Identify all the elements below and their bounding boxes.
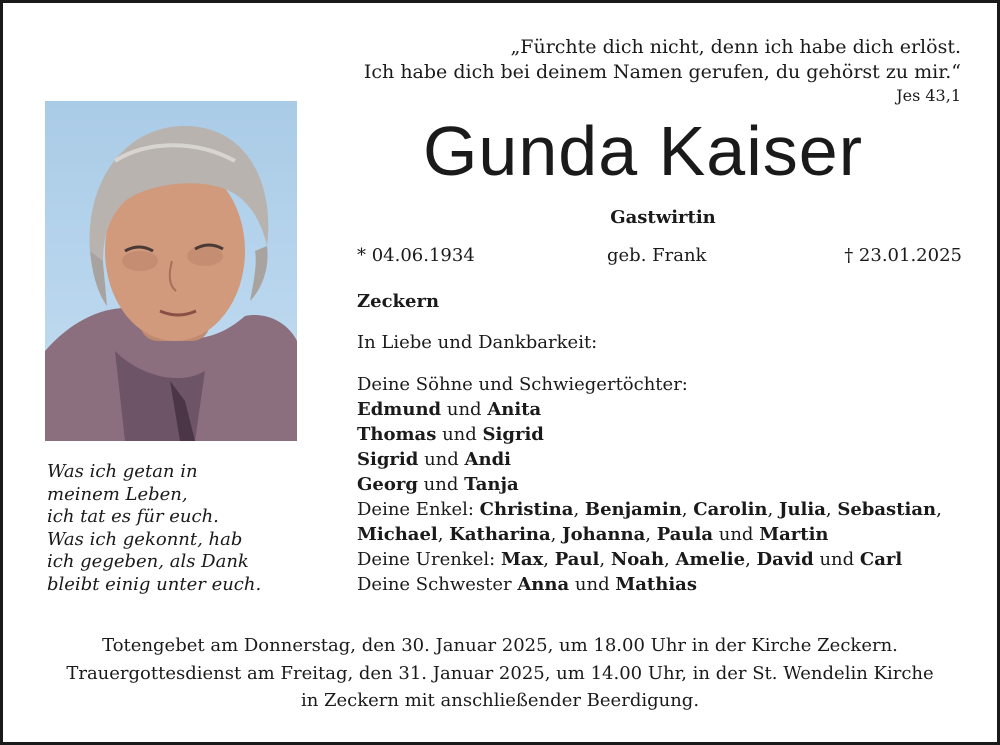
and-word: und	[423, 474, 459, 495]
family-name: Tanja	[464, 474, 519, 495]
and-word: und	[442, 424, 477, 445]
family-name: Sigrid	[482, 424, 544, 445]
bible-verse	[364, 35, 961, 107]
and-word: und	[574, 574, 610, 595]
great-grandchild-name: Paul	[554, 549, 600, 570]
grandchildren-line-1: Deine Enkel: Christina, Benjamin, Carolin, Julia, Sebastian,	[357, 499, 942, 520]
sister-line	[357, 572, 942, 597]
family-name: Mathias	[615, 574, 697, 595]
couple-line	[357, 422, 942, 447]
family-name: Georg	[357, 474, 418, 495]
great-grandchild-name: Carl	[859, 549, 903, 570]
grandchildren-line-2: Michael, Katharina, Johanna, Paula und Martin	[357, 524, 829, 545]
poem-line: bleibt einig unter euch.	[47, 573, 262, 595]
great-grandchildren-line: Deine Urenkel: Max, Paul, Noah, Amelie, David und Carl	[357, 549, 903, 570]
family-name: Thomas	[357, 424, 437, 445]
family-name: Anna	[517, 574, 570, 595]
portrait-image	[45, 101, 297, 441]
sister-label: Deine Schwester	[357, 574, 512, 595]
great-grandchild-name: David	[756, 549, 814, 570]
mourners-section	[357, 289, 942, 597]
verse-reference: Jes 43,1	[896, 86, 961, 105]
grandchild-name: Katharina	[449, 524, 551, 545]
great-grandchild-name: Amelie	[675, 549, 746, 570]
funeral-service-line: Trauergottesdienst am Freitag, den 31. Januar 2025, um 14.00 Uhr, in der St. Wendelin Kirche	[66, 662, 934, 684]
great-grandchild-name: Max	[500, 549, 544, 570]
service-info	[3, 632, 997, 715]
and-word: und	[446, 399, 482, 420]
grandchild-name: Benjamin	[584, 499, 682, 520]
grandchild-name: Julia	[778, 499, 826, 520]
poem-line: Was ich gekonnt, hab	[47, 528, 243, 550]
family-name: Sigrid	[357, 449, 419, 470]
grandchildren-label: Deine Enkel:	[357, 499, 474, 520]
poem-line: ich gegeben, als Dank	[47, 551, 249, 572]
great-grandchildren-label: Deine Urenkel:	[357, 549, 496, 570]
grandchild-name: Sebastian	[837, 499, 937, 520]
verse-line-2: Ich habe dich bei deinem Namen gerufen, du gehörst zu mir.“	[363, 61, 961, 83]
and-word: und	[424, 449, 459, 470]
great-grandchild-name: Noah	[610, 549, 665, 570]
family-name: Andi	[464, 449, 512, 470]
family-name: Edmund	[357, 399, 442, 420]
poem-line: meinem Leben,	[47, 483, 188, 505]
couple-line	[357, 447, 942, 472]
and-word: und	[819, 549, 855, 570]
deceased-profession: Gastwirtin	[610, 207, 716, 228]
verse-line-1: „Fürchte dich nicht, denn ich habe dich erlöst.	[510, 36, 961, 58]
couple-line	[357, 397, 942, 422]
birth-date: * 04.06.1934	[357, 245, 475, 266]
portrait-photo	[45, 101, 297, 441]
poem-line: ich tat es für euch.	[47, 506, 219, 527]
grandchild-name: Martin	[759, 524, 829, 545]
death-date: † 23.01.2025	[844, 245, 962, 266]
deceased-name: Gunda Kaiser	[422, 112, 864, 190]
burial-line: in Zeckern mit anschließender Beerdigung.	[300, 690, 700, 711]
grandchild-name: Christina	[479, 499, 574, 520]
family-name: Anita	[487, 399, 542, 420]
and-word: und	[718, 524, 754, 545]
grandchild-name: Paula	[656, 524, 713, 545]
grandchild-name: Carolin	[693, 499, 768, 520]
couple-line	[357, 472, 942, 497]
poem-line: Was ich getan in	[47, 461, 198, 482]
grandchild-name: Johanna	[562, 524, 646, 545]
poem	[47, 461, 261, 596]
dedication-intro: In Liebe und Dankbarkeit:	[357, 332, 598, 353]
place-of-residence: Zeckern	[357, 291, 440, 312]
grandchild-name: Michael	[357, 524, 438, 545]
maiden-name: geb. Frank	[607, 245, 707, 266]
sons-heading: Deine Söhne und Schwiegertöchter:	[357, 374, 688, 395]
prayer-service-line: Totengebet am Donnerstag, den 30. Januar 2025, um 18.00 Uhr in der Kirche Zeckern.	[102, 635, 898, 656]
